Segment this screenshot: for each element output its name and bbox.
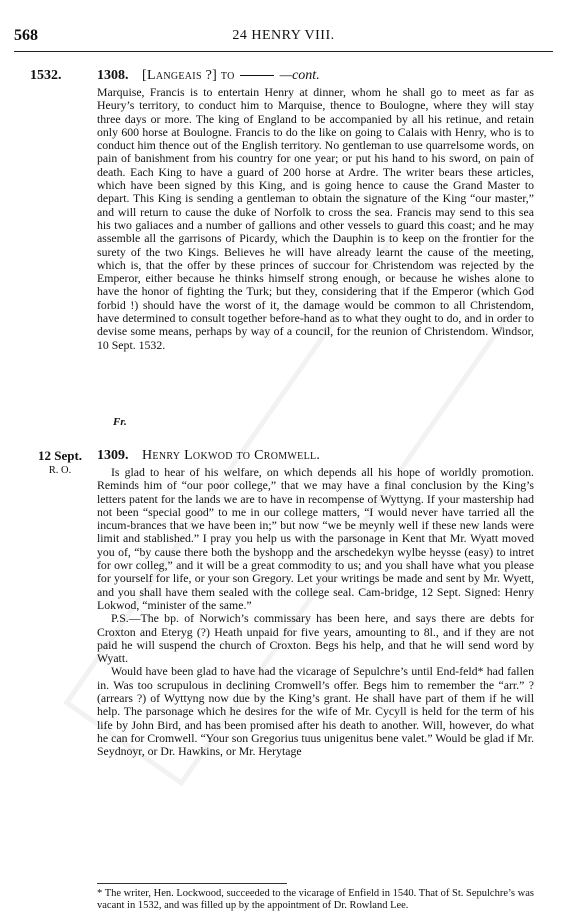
entry-1309-heading (97, 448, 320, 464)
entry-1308-text: Marquise, Francis is to entertain Henry at dinner, whom he shall go to meet as far as Heury’s territory, to conduct him to Marquise, thence to Boulogne, where they will stay three days or more. The king of England to be accompanied by all his retinue, and retain only 600 horse at Boulogne. Francis to do the like on going to Calais with Henry, who is to conduct him thence out of the English territory. No gentleman to use quarrelsome words, on pain of banishment from his country for one year; or put his hand to his sword, on pain of death. Each King to have a guard of 200 horse at Ardre. The writer bears these articles, which have been signed by this King, and is going hence to cause the Grand Master to depart. This King is sending a gentleman to obtain the signature of the King “our master,” and will return to cause the duke of Norfolk to cross the sea. Francis may send to this sea his two galiaces and a number of gallions and other vessels to guard this coast; and he may assemble all the garrisons of Picardy, which the Dauphin is to keep on the frontier for the surety of the two Kings. Believes he will have already learnt the cause of the meeting, which is, that the offer by these princes of succour for Christendom was rejected by the Emperor, either because he thinks himself strong enough, or because he wishes alone to have the honor of fighting the Turk; but they, considering that if the Emperor (which God forbid !) should have the worst of it, the damage would be common to all Christendom, have determined to consult together before-hand as to what they ought to do, and in order to devise some means, perhaps by way of a council, for the reunion of Christendom. Windsor, 10 Sept. 1532. (97, 85, 534, 352)
footnote: * The writer, Hen. Lockwood, succeeded to the vicarage of Enfield in 1540. That of St. Sepulchre’s was vacant in 1532, and was filled up by the appointment of Dr. Rowland Lee. (97, 888, 534, 911)
entry-1309-para-1: Is glad to hear of his welfare, on which depends all his hope of worldly promotion. Reminds him of “our poor college,” that we may have a final conclusion by the King’s letters patent for the lands we are to have in recompense of Wyttyng. If your mastership had not been “special good” to me in our college matters, “I would never have tarried all the incum-brances that we have been in;” but now “we be meynly well if these new lands were limit and stablished.” I pray you help us with the parsonage in Kent that Mr. Wyatt moved you of, “by cause there both the byshopp and the arschedekyn wylbe heysse (easy) to intret for owr colleg,” and it will be a great commodity to us; and you shall have what you please for yourself for life, or your son Gregory. Let your writings be made and sent by Mr. Wyett, and you shall have them sealed with the college seal. Cam-bridge, 12 Sept. Signed: Henry Lokwod, “minister of the same.” (97, 465, 534, 612)
entry-1308-number: 1308. (97, 68, 129, 83)
entry-1309-body (97, 466, 534, 759)
footnote-rule (97, 883, 287, 884)
entry-1309-para-2: P.S.—The bp. of Norwich’s commissary has been here, and says there are debts for Croxton and Eteryg (?) Heath unpaid for five years, amounting to 8l., and if they are not paid he will suspend the church of Croxton. Begs his help, and that he will send word by Wyatt. (97, 611, 534, 666)
entry-1308-body (97, 86, 534, 352)
entry-1308-heading (97, 68, 320, 84)
entry-1309-date: 12 Sept. (37, 448, 83, 463)
entry-1308-heading-pre: [Langeais ?] to (142, 68, 235, 83)
running-title: 24 HENRY VIII. (232, 28, 335, 43)
entry-1308-heading-cont: —cont. (279, 68, 320, 83)
header-rule (14, 51, 553, 52)
margin-year: 1532. (30, 68, 62, 83)
entry-1308-source: Fr. (113, 416, 127, 428)
entry-1309-para-3: Would have been glad to have had the vicarage of Sepulchre’s until End-feld* had fallen in. Was too scrupulous in declining Cromwell’s offer. Begs him to remember the “arr.” ? (arrears ?) of Wyttyng now due by the King’s grant. He shall have part of them if he will help. The parsonage which he desires for the wife of Mr. Cycyll is held for the term of his life by John Bird, and has been promised after his death to another. Will, however, do what he can for Cromwell. “Your son Gregorius tuus unigenitus bene valet.” Would be glad if Mr. Seydnoyr, or Dr. Hawkins, or Mr. Herytage (97, 664, 534, 759)
entry-1309-margin (30, 448, 90, 476)
heading-dash (240, 75, 274, 76)
entry-1309-number: 1309. (97, 448, 129, 463)
entry-1309-source: R. O. (48, 465, 72, 476)
page-number: 568 (14, 27, 38, 44)
entry-1309-heading-text: Henry Lokwod to Cromwell. (142, 448, 321, 463)
